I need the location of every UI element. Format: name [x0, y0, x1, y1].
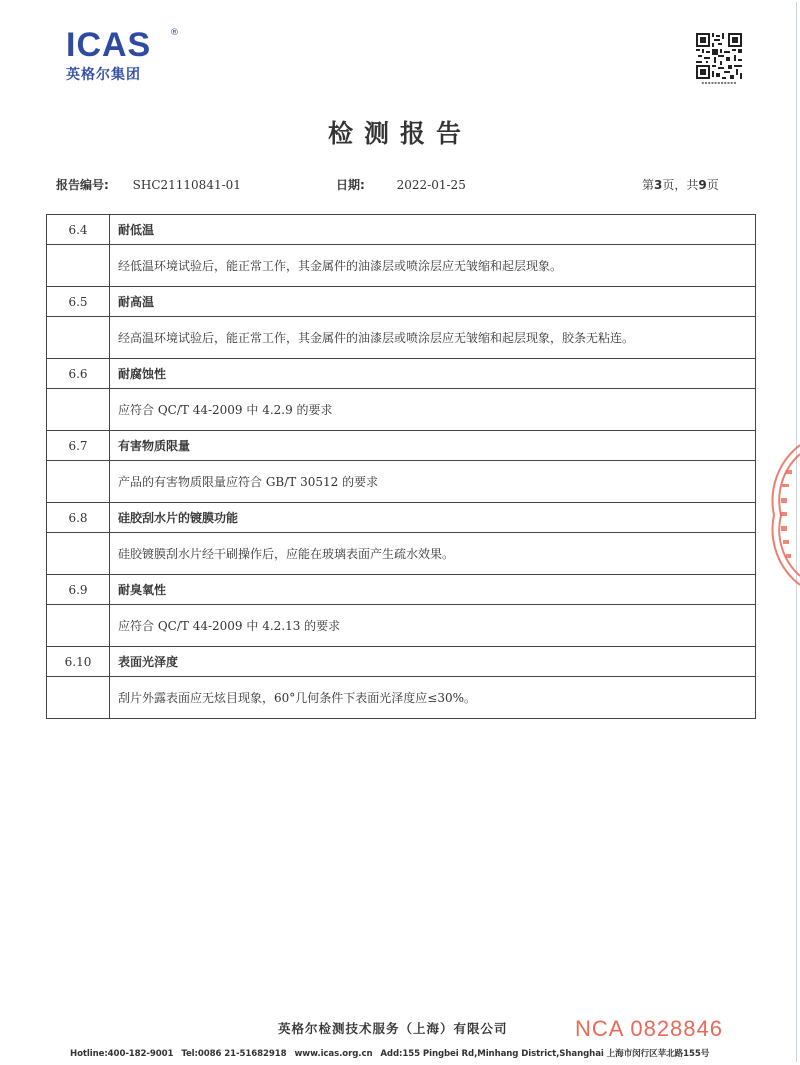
clause-title: 有害物质限量 [110, 431, 756, 461]
table-row-content [47, 677, 756, 719]
document-title: 检测报告 [327, 119, 472, 148]
empty-cell [47, 317, 110, 359]
clause-title: 表面光泽度 [110, 647, 756, 677]
empty-cell [47, 389, 110, 431]
table-row-heading [47, 359, 756, 389]
page-mid: 页，共 [662, 178, 699, 192]
empty-cell [47, 677, 110, 719]
clause-title: 耐臭氧性 [110, 575, 756, 605]
clause-number: 6.5 [47, 287, 110, 317]
logo-text: ICAS [66, 26, 152, 64]
clause-title: 耐腐蚀性 [110, 359, 756, 389]
table-row-content [47, 245, 756, 287]
qr-code-icon [696, 33, 742, 79]
clause-title: 耐低温 [110, 215, 756, 245]
clause-number: 6.4 [47, 215, 110, 245]
table-row-heading [47, 503, 756, 533]
registered-mark: ® [170, 28, 179, 38]
clause-text: 硅胶镀膜刮水片经干刷操作后，应能在玻璃表面产生疏水效果。 [110, 533, 756, 575]
footer-company-name: 英格尔检测技术服务（上海）有限公司 [278, 1021, 508, 1036]
table-row-content [47, 389, 756, 431]
report-date [336, 176, 466, 193]
report-number [56, 176, 241, 193]
footer-contact-line [70, 1047, 732, 1059]
table-row-content [47, 461, 756, 503]
seal-stamp [760, 440, 800, 590]
footer-hotline: Hotline:400-182-9001 [70, 1049, 174, 1059]
clause-text: 产品的有害物质限量应符合 GB/T 30512 的要求 [110, 461, 756, 503]
clause-number: 6.7 [47, 431, 110, 461]
clause-text: 应符合 QC/T 44-2009 中 4.2.9 的要求 [110, 389, 756, 431]
empty-cell [47, 533, 110, 575]
footer-website[interactable]: www.icas.org.cn [294, 1049, 373, 1059]
nca-serial-number: NCA 0828846 [575, 1016, 723, 1041]
empty-cell [47, 245, 110, 287]
clause-title: 耐高温 [110, 287, 756, 317]
table-row-content [47, 533, 756, 575]
table-row-heading [47, 287, 756, 317]
report-date-label: 日期: [336, 178, 365, 192]
requirements-table [46, 214, 756, 719]
footer-tel: Tel:0086 21-51682918 [181, 1049, 287, 1059]
logo-chinese-name: 英格尔集团 [66, 67, 141, 83]
table-row-heading [47, 647, 756, 677]
empty-cell [47, 461, 110, 503]
table-row-heading [47, 431, 756, 461]
clause-number: 6.6 [47, 359, 110, 389]
table-row-content [47, 605, 756, 647]
page-current: 3 [654, 178, 663, 192]
page-indicator [642, 176, 719, 193]
report-number-value: SHC21110841-01 [132, 178, 241, 192]
table-row-content [47, 317, 756, 359]
report-number-label: 报告编号: [56, 178, 109, 192]
empty-cell [47, 605, 110, 647]
page-suffix: 页 [706, 178, 719, 192]
clause-title: 硅胶刮水片的镀膜功能 [110, 503, 756, 533]
footer-address: Add:155 Pingbei Rd,Minhang District,Shanghai 上海市闵行区苹北路155号 [380, 1049, 710, 1059]
clause-text: 刮片外露表面应无炫目现象，60°几何条件下表面光泽度应≤30%。 [110, 677, 756, 719]
clause-number: 6.10 [47, 647, 110, 677]
page-total: 9 [698, 178, 707, 192]
page-prefix: 第 [642, 178, 655, 192]
clause-text: 经低温环境试验后，能正常工作，其金属件的油漆层或喷涂层应无皱缩和起层现象。 [110, 245, 756, 287]
report-date-value: 2022-01-25 [396, 178, 466, 192]
qr-caption-graphic: ▪▪▪▪▪▪▪▪▪▪▪ [701, 80, 737, 85]
clause-number: 6.9 [47, 575, 110, 605]
icas-logo [66, 28, 186, 84]
table-row-heading [47, 575, 756, 605]
clause-text: 应符合 QC/T 44-2009 中 4.2.13 的要求 [110, 605, 756, 647]
clause-text: 经高温环境试验后，能正常工作，其金属件的油漆层或喷涂层应无皱缩和起层现象，胶条无粘连。 [110, 317, 756, 359]
clause-number: 6.8 [47, 503, 110, 533]
table-row-heading [47, 215, 756, 245]
